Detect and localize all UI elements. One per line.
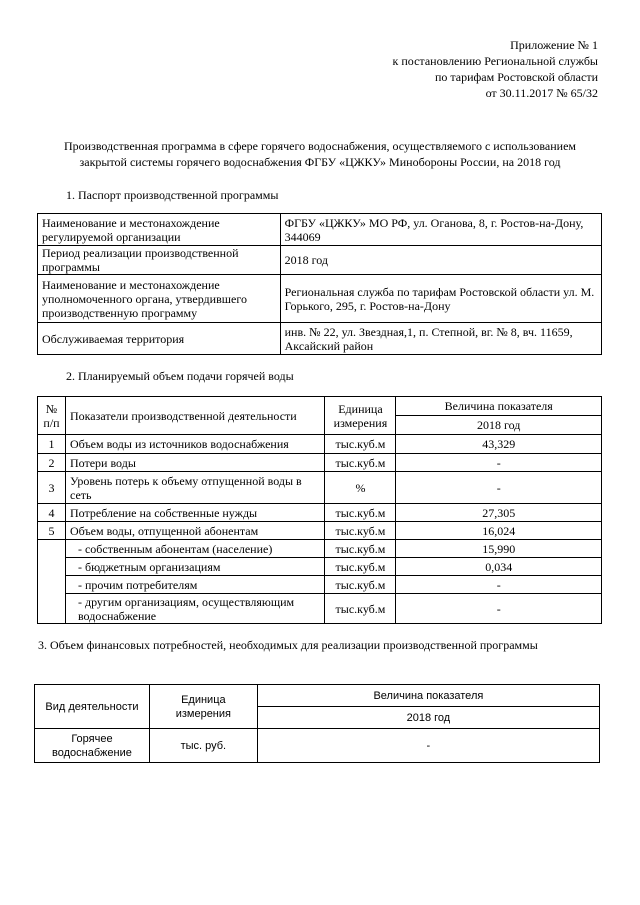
row-unit: тыс.куб.м (325, 576, 396, 594)
row-indicator: Уровень потерь к объему отпущенной воды в сеть (65, 472, 325, 504)
row-unit: тыс.куб.м (325, 540, 396, 558)
row-unit: тыс.куб.м (325, 504, 396, 522)
row-unit: тыс.куб.м (325, 522, 396, 540)
approval-line: от 30.11.2017 № 65/32 (485, 86, 598, 100)
row-activity: Горячее водоснабжение (35, 729, 150, 763)
table-row (35, 729, 600, 763)
col-header-unit: Единица измерения (325, 397, 396, 435)
passport-table (37, 213, 602, 355)
row-indicator: Потери воды (65, 454, 325, 472)
row-value: 15,990 (396, 540, 602, 558)
col-header-unit: Единица измерения (149, 685, 257, 729)
col-header-indicator: Показатели производственной деятельности (65, 397, 325, 435)
row-value: - (396, 576, 602, 594)
table-row (38, 576, 602, 594)
table-row (38, 558, 602, 576)
row-indicator: Потребление на собственные нужды (65, 504, 325, 522)
passport-value: Региональная служба по тарифам Ростовской области ул. М. Горького, 295, г. Ростов-на-Дону (280, 275, 601, 323)
passport-value: 2018 год (280, 246, 601, 275)
table-row (38, 323, 602, 355)
row-indicator: Объем воды из источников водоснабжения (65, 435, 325, 454)
row-unit: тыс.куб.м (325, 435, 396, 454)
row-value: 16,024 (396, 522, 602, 540)
approval-block (393, 37, 598, 101)
table-row (38, 540, 602, 558)
document-title (34, 138, 606, 170)
row-num: 5 (38, 522, 66, 540)
section1-heading: 1. Паспорт производственной программы (66, 188, 279, 202)
row-indicator: - собственным абонентам (население) (65, 540, 325, 558)
table-header-row (38, 397, 602, 416)
col-header-value-group: Величина показателя (257, 685, 599, 707)
table-row (38, 454, 602, 472)
row-indicator: - прочим потребителям (65, 576, 325, 594)
row-num: 1 (38, 435, 66, 454)
row-unit: % (325, 472, 396, 504)
row-value: - (257, 729, 599, 763)
table-row (38, 246, 602, 275)
row-unit: тыс.куб.м (325, 454, 396, 472)
table-row (38, 594, 602, 624)
passport-label: Обслуживаемая территория (38, 323, 281, 355)
row-num-empty (38, 540, 66, 624)
col-header-value-group: Величина показателя (396, 397, 602, 416)
row-unit: тыс. руб. (149, 729, 257, 763)
row-value: - (396, 472, 602, 504)
volume-table (37, 396, 602, 624)
approval-line: Приложение № 1 (510, 38, 598, 52)
title-line: Производственная программа в сфере горячего водоснабжения, осуществляемого с использованием (63, 139, 577, 153)
row-unit: тыс.куб.м (325, 558, 396, 576)
col-header-activity: Вид деятельности (35, 685, 150, 729)
approval-line: по тарифам Ростовской области (434, 70, 598, 84)
table-row (38, 275, 602, 323)
row-num: 2 (38, 454, 66, 472)
passport-value: ФГБУ «ЦЖКУ» МО РФ, ул. Оганова, 8, г. Ростов-на-Дону, 344069 (280, 214, 601, 246)
col-header-year: 2018 год (396, 416, 602, 435)
row-indicator: - другим организациям, осуществляющим водоснабжение (65, 594, 325, 624)
row-unit: тыс.куб.м (325, 594, 396, 624)
section3-heading: 3. Объем финансовых потребностей, необходимых для реализации производственной программы (38, 638, 538, 652)
passport-label: Период реализации производственной программы (38, 246, 281, 275)
section2-heading: 2. Планируемый объем подачи горячей воды (66, 369, 294, 383)
col-header-num: № п/п (38, 397, 66, 435)
row-value: - (396, 454, 602, 472)
title-line: закрытой системы горячего водоснабжения ФГБУ «ЦЖКУ» Минобороны России, на 2018 год (79, 155, 561, 169)
row-value: - (396, 594, 602, 624)
row-num: 4 (38, 504, 66, 522)
row-num: 3 (38, 472, 66, 504)
col-header-year: 2018 год (257, 707, 599, 729)
finance-table (34, 684, 600, 763)
row-indicator: - бюджетным организациям (65, 558, 325, 576)
table-row (38, 504, 602, 522)
row-indicator: Объем воды, отпущенной абонентам (65, 522, 325, 540)
table-row (38, 214, 602, 246)
row-value: 43,329 (396, 435, 602, 454)
table-header-row (35, 685, 600, 707)
table-row (38, 522, 602, 540)
row-value: 0,034 (396, 558, 602, 576)
passport-value: инв. № 22, ул. Звездная,1, п. Степной, вг. № 8, вч. 11659, Аксайский район (280, 323, 601, 355)
table-row (38, 435, 602, 454)
passport-label: Наименование и местонахождение уполномоченного органа, утвердившего производственную программу (38, 275, 281, 323)
table-row (38, 472, 602, 504)
row-value: 27,305 (396, 504, 602, 522)
passport-label: Наименование и местонахождение регулируемой организации (38, 214, 281, 246)
approval-line: к постановлению Региональной службы (392, 54, 598, 68)
